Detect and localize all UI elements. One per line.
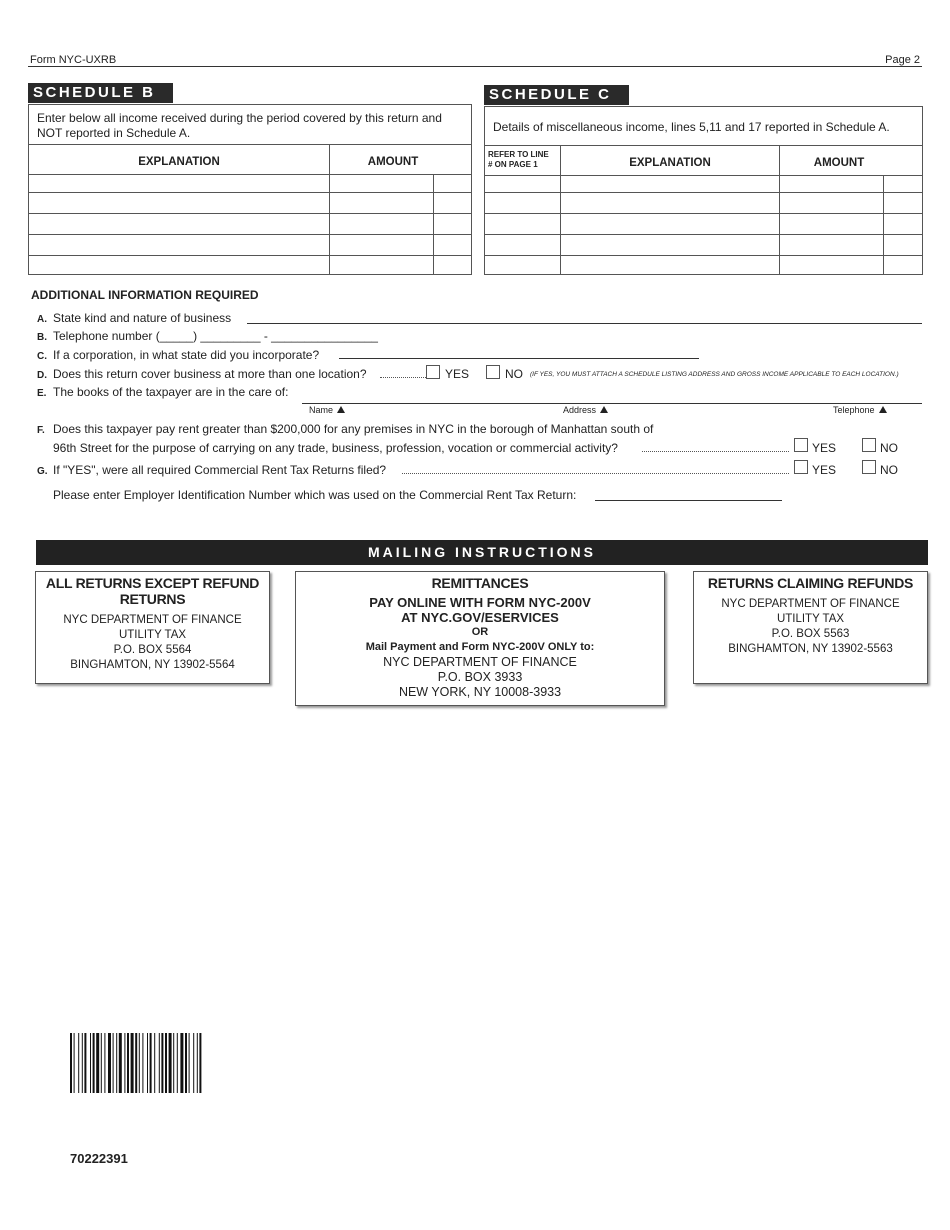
mail-box-remittances: REMITTANCES PAY ONLINE WITH FORM NYC-200V AT NYC.GOV/ESERVICES OR Mail Payment and Form NYC-200V ONLY to: NYC DEPARTMENT OF FINANCE P.O. BOX 3933 NEW YORK, NY 10008-3933 [295,571,665,706]
incorporation-state-field[interactable] [339,358,699,359]
schedule-c-col-refer-1: REFER TO LINE [488,150,549,159]
form-code: 70222391 [70,1151,128,1166]
schedule-b-description: Enter below all income received during the period covered by this return and NOT reported in Schedule A. [37,111,442,140]
line-g: G. If "YES", were all required Commercial Rent Tax Returns filed? [37,463,387,477]
f-yes-label: YES [812,441,837,455]
line-c: C. If a corporation, in what state did you incorporate? [37,348,320,362]
mailing-instructions-title: MAILING INSTRUCTIONS [36,540,928,565]
header-rule [28,66,922,67]
d-yes-label: YES [445,367,470,381]
line-f: F. Does this taxpayer pay rent greater than $200,000 for any premises in NYC in the borough of Manhattan south of [37,422,654,436]
line-f-cont: 96th Street for the purpose of carrying on any trade, business, profession, vocation or commercial activity? [53,441,618,455]
up-arrow-icon [879,406,887,413]
schedule-c-col-explanation: EXPLANATION [629,157,711,169]
ein-line: Please enter Employer Identification Number which was used on the Commercial Rent Tax Return: [53,488,577,502]
g-no-label: NO [880,463,898,477]
e-name-label: Name [309,405,345,415]
line-d: D. Does this return cover business at more than one location? [37,367,367,381]
schedule-c-col-refer-2: # ON PAGE 1 [488,160,538,169]
d-note: (IF YES, YOU MUST ATTACH A SCHEDULE LISTING ADDRESS AND GROSS INCOME APPLICABLE TO EACH LOCATION.) [530,371,899,378]
additional-info-title: ADDITIONAL INFORMATION REQUIRED [31,288,259,302]
d-yes-checkbox[interactable] [426,365,440,379]
mail-box-refunds: RETURNS CLAIMING REFUNDS NYC DEPARTMENT OF FINANCE UTILITY TAX P.O. BOX 5563 BINGHAMTON, NY 13902-5563 [693,571,928,684]
schedule-c-col-amount: AMOUNT [813,157,865,169]
page-number: Page 2 [885,54,920,66]
e-telephone-label: Telephone [833,405,887,415]
g-yes-checkbox[interactable] [794,460,808,474]
schedule-b-title: SCHEDULE B [28,83,173,103]
form-name: Form NYC-UXRB [30,54,117,66]
g-yes-label: YES [812,463,837,477]
line-a: A. State kind and nature of business [37,311,232,325]
f-no-label: NO [880,441,898,455]
barcode [70,1033,326,1093]
schedule-b-col-amount: AMOUNT [367,156,419,168]
schedule-c-description: Details of miscellaneous income, lines 5,11 and 17 reported in Schedule A. [493,120,890,134]
books-care-field[interactable] [302,403,922,404]
up-arrow-icon [600,406,608,413]
mail-box-all-returns: ALL RETURNS EXCEPT REFUND RETURNS NYC DEPARTMENT OF FINANCE UTILITY TAX P.O. BOX 5564 BINGHAMTON, NY 13902-5564 [35,571,270,684]
d-no-label: NO [505,367,523,381]
g-no-checkbox[interactable] [862,460,876,474]
ein-field[interactable] [595,500,782,501]
f-no-checkbox[interactable] [862,438,876,452]
f-yes-checkbox[interactable] [794,438,808,452]
e-address-label: Address [563,405,608,415]
telephone-field[interactable]: Telephone number (_____) _________ - ________________ [53,329,378,343]
line-e: E. The books of the taxpayer are in the care of: [37,385,289,399]
business-nature-field[interactable] [247,323,922,324]
line-b: B. Telephone number (_____) _________ - ________________ [37,329,378,343]
d-no-checkbox[interactable] [486,365,500,379]
schedule-b-col-explanation: EXPLANATION [138,156,220,168]
schedule-c-title: SCHEDULE C [484,85,629,105]
up-arrow-icon [337,406,345,413]
